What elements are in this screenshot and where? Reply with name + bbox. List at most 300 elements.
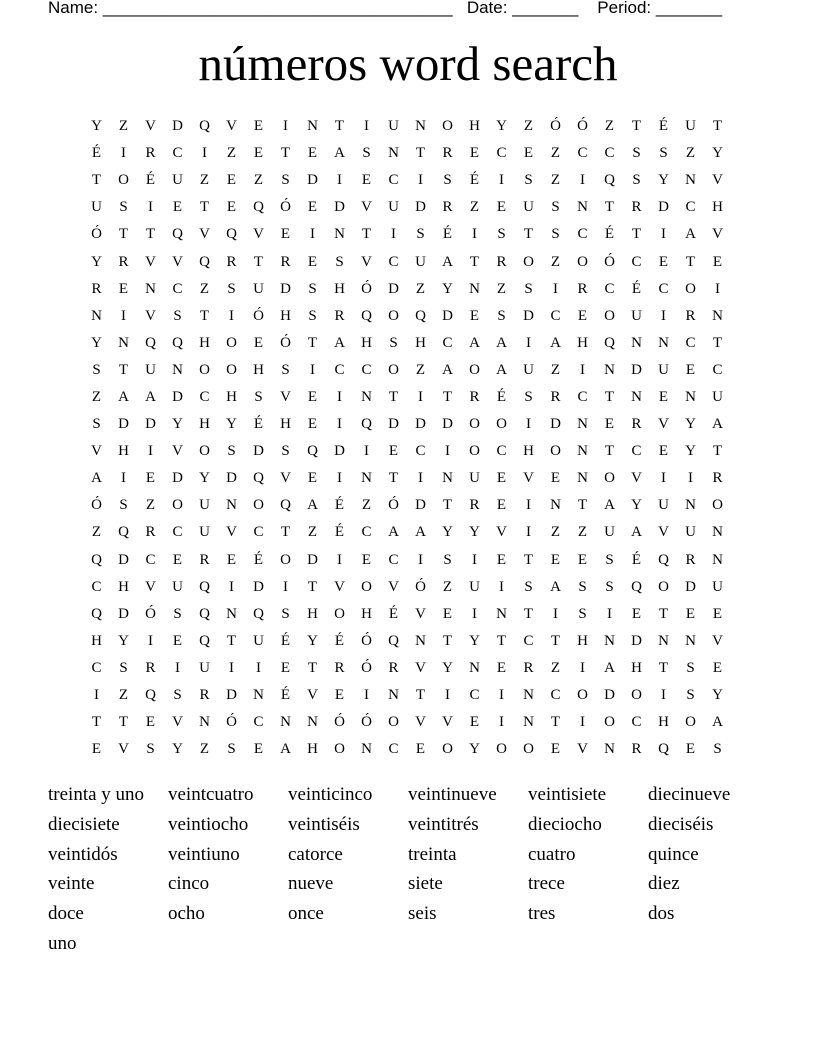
grid-row bbox=[83, 574, 731, 601]
grid-letter: H bbox=[631, 659, 642, 676]
grid-letter: T bbox=[577, 497, 588, 514]
grid-letter: I bbox=[526, 524, 531, 541]
grid-letter: E bbox=[226, 551, 237, 568]
grid-row bbox=[83, 682, 731, 709]
word-list-item: trece bbox=[528, 873, 565, 895]
grid-letter: O bbox=[604, 470, 615, 487]
grid-letter: S bbox=[416, 226, 425, 243]
grid-letter: N bbox=[604, 741, 615, 758]
grid-letter: T bbox=[550, 714, 561, 731]
grid-letter: S bbox=[362, 145, 371, 162]
grid-letter: E bbox=[496, 470, 507, 487]
grid-letter: C bbox=[469, 687, 480, 704]
grid-letter: N bbox=[604, 632, 615, 649]
grid-letter: V bbox=[172, 443, 183, 460]
grid-letter: I bbox=[310, 361, 315, 378]
grid-letter: Y bbox=[712, 687, 723, 704]
grid-letter: T bbox=[253, 253, 264, 270]
grid-letter: D bbox=[307, 551, 318, 568]
word-list-item: veinte bbox=[48, 873, 95, 895]
grid-letter: É bbox=[334, 632, 345, 649]
grid-letter: C bbox=[442, 334, 453, 351]
grid-letter: S bbox=[686, 687, 695, 704]
grid-letter: V bbox=[523, 470, 534, 487]
grid-letter: O bbox=[523, 253, 534, 270]
grid-letter: Z bbox=[469, 199, 480, 216]
grid-letter: Ó bbox=[604, 253, 615, 270]
grid-letter: S bbox=[281, 605, 290, 622]
grid-letter: S bbox=[632, 172, 641, 189]
grid-letter: R bbox=[199, 687, 210, 704]
grid-letter: E bbox=[307, 470, 318, 487]
grid-letter: I bbox=[661, 470, 666, 487]
grid-letter: H bbox=[577, 632, 588, 649]
name-blank: _____________________________________ bbox=[102, 0, 453, 17]
grid-letter: S bbox=[173, 307, 182, 324]
grid-letter: Q bbox=[604, 334, 615, 351]
grid-letter: N bbox=[550, 497, 561, 514]
grid-letter: D bbox=[172, 470, 183, 487]
grid-letter: T bbox=[442, 497, 453, 514]
grid-letter: Z bbox=[361, 497, 372, 514]
grid-letter: H bbox=[334, 280, 345, 297]
grid-letter: A bbox=[550, 578, 561, 595]
grid-letter: S bbox=[551, 226, 560, 243]
grid-letter: E bbox=[496, 199, 507, 216]
grid-letter: Ó bbox=[280, 199, 291, 216]
grid-letter: V bbox=[712, 172, 723, 189]
grid-letter: Q bbox=[172, 334, 183, 351]
grid-letter: C bbox=[388, 551, 399, 568]
grid-letter: H bbox=[91, 632, 102, 649]
grid-letter: D bbox=[226, 470, 237, 487]
grid-letter: I bbox=[580, 361, 585, 378]
grid-row bbox=[83, 465, 731, 492]
grid-row bbox=[83, 519, 731, 546]
grid-letter: Y bbox=[469, 632, 480, 649]
grid-letter: E bbox=[253, 118, 264, 135]
grid-letter: É bbox=[280, 632, 291, 649]
grid-letter: E bbox=[577, 307, 588, 324]
grid-letter: Q bbox=[388, 632, 399, 649]
grid-letter: A bbox=[280, 741, 291, 758]
grid-letter: É bbox=[604, 226, 615, 243]
grid-row bbox=[83, 330, 731, 357]
grid-letter: N bbox=[226, 497, 237, 514]
word-list-item: catorce bbox=[288, 843, 343, 865]
grid-letter: Q bbox=[280, 497, 291, 514]
grid-letter: Q bbox=[361, 416, 372, 433]
grid-letter: N bbox=[118, 334, 129, 351]
grid-letter: I bbox=[148, 443, 153, 460]
grid-letter: V bbox=[361, 253, 372, 270]
grid-letter: N bbox=[604, 361, 615, 378]
grid-row bbox=[83, 357, 731, 384]
grid-letter: E bbox=[172, 199, 183, 216]
grid-letter: T bbox=[604, 199, 615, 216]
grid-letter: C bbox=[388, 741, 399, 758]
grid-letter: I bbox=[445, 687, 450, 704]
grid-letter: I bbox=[688, 470, 693, 487]
grid-letter: T bbox=[604, 443, 615, 460]
grid-letter: R bbox=[118, 253, 129, 270]
grid-letter: O bbox=[388, 714, 399, 731]
grid-letter: E bbox=[712, 253, 723, 270]
grid-letter: Z bbox=[91, 524, 102, 541]
grid-letter: E bbox=[712, 605, 723, 622]
grid-letter: S bbox=[227, 741, 236, 758]
grid-letter: T bbox=[712, 443, 723, 460]
grid-letter: D bbox=[388, 280, 399, 297]
grid-letter: I bbox=[526, 334, 531, 351]
grid-letter: S bbox=[119, 659, 128, 676]
grid-letter: H bbox=[469, 118, 480, 135]
grid-letter: N bbox=[361, 388, 372, 405]
grid-letter: R bbox=[469, 388, 480, 405]
grid-letter: I bbox=[148, 632, 153, 649]
grid-letter: D bbox=[685, 578, 696, 595]
grid-letter: C bbox=[577, 226, 588, 243]
grid-letter: V bbox=[118, 741, 129, 758]
grid-letter: Z bbox=[199, 172, 210, 189]
grid-letter: T bbox=[280, 524, 291, 541]
grid-letter: V bbox=[307, 687, 318, 704]
grid-letter: Y bbox=[658, 172, 669, 189]
grid-letter: O bbox=[496, 741, 507, 758]
grid-letter: I bbox=[499, 172, 504, 189]
grid-letter: E bbox=[469, 307, 480, 324]
grid-row bbox=[83, 113, 731, 140]
grid-letter: D bbox=[415, 199, 426, 216]
grid-letter: Ó bbox=[253, 307, 264, 324]
grid-letter: N bbox=[307, 118, 318, 135]
grid-letter: S bbox=[335, 253, 344, 270]
grid-letter: D bbox=[415, 497, 426, 514]
grid-letter: S bbox=[281, 361, 290, 378]
grid-letter: Q bbox=[199, 253, 210, 270]
grid-letter: N bbox=[280, 714, 291, 731]
grid-letter: U bbox=[172, 578, 183, 595]
grid-letter: A bbox=[469, 334, 480, 351]
grid-letter: N bbox=[145, 280, 156, 297]
grid-letter: C bbox=[550, 687, 561, 704]
word-list-item: veintisiete bbox=[528, 784, 607, 805]
grid-letter: U bbox=[388, 199, 399, 216]
grid-letter: N bbox=[361, 470, 372, 487]
grid-letter: E bbox=[550, 470, 561, 487]
grid-letter: H bbox=[280, 307, 291, 324]
grid-letter: Q bbox=[631, 578, 642, 595]
grid-letter: É bbox=[334, 497, 345, 514]
grid-letter: C bbox=[577, 145, 588, 162]
grid-letter: N bbox=[685, 497, 696, 514]
grid-letter: V bbox=[658, 416, 669, 433]
grid-letter: N bbox=[334, 226, 345, 243]
grid-letter: Q bbox=[199, 632, 210, 649]
grid-letter: U bbox=[253, 280, 264, 297]
grid-letter: E bbox=[145, 470, 156, 487]
grid-letter: V bbox=[415, 659, 426, 676]
grid-letter: S bbox=[632, 145, 641, 162]
grid-letter: T bbox=[658, 659, 669, 676]
grid-letter: E bbox=[496, 551, 507, 568]
grid-letter: Q bbox=[91, 551, 102, 568]
grid-letter: Z bbox=[577, 524, 588, 541]
grid-letter: A bbox=[550, 334, 561, 351]
grid-letter: É bbox=[253, 551, 264, 568]
grid-letter: I bbox=[472, 226, 477, 243]
grid-letter: Z bbox=[118, 687, 129, 704]
grid-letter: E bbox=[145, 714, 156, 731]
grid-letter: Ó bbox=[361, 632, 372, 649]
grid-letter: T bbox=[118, 714, 129, 731]
grid-row bbox=[83, 628, 731, 655]
grid-letter: T bbox=[415, 687, 426, 704]
grid-letter: Z bbox=[496, 280, 507, 297]
grid-letter: C bbox=[631, 714, 642, 731]
word-list-item: doce bbox=[48, 903, 84, 925]
grid-letter: I bbox=[364, 118, 369, 135]
grid-letter: R bbox=[145, 145, 156, 162]
word-list-item: once bbox=[288, 903, 324, 925]
grid-letter: Q bbox=[253, 199, 264, 216]
grid-letter: Y bbox=[172, 741, 183, 758]
grid-letter: E bbox=[280, 659, 291, 676]
grid-letter: D bbox=[550, 416, 561, 433]
grid-letter: U bbox=[91, 199, 102, 216]
grid-letter: H bbox=[199, 416, 210, 433]
grid-letter: S bbox=[659, 145, 668, 162]
grid-letter: R bbox=[199, 551, 210, 568]
grid-letter: H bbox=[226, 388, 237, 405]
grid-letter: C bbox=[334, 361, 345, 378]
grid-letter: Ó bbox=[550, 118, 561, 135]
grid-letter: E bbox=[361, 551, 372, 568]
word-list-item: cuatro bbox=[528, 843, 576, 865]
grid-letter: S bbox=[92, 361, 101, 378]
grid-letter: C bbox=[631, 253, 642, 270]
word-list-item: veintitrés bbox=[408, 813, 479, 835]
grid-letter: É bbox=[658, 118, 669, 135]
grid-letter: U bbox=[685, 118, 696, 135]
grid-letter: H bbox=[361, 605, 372, 622]
grid-letter: O bbox=[469, 443, 480, 460]
grid-letter: N bbox=[496, 605, 507, 622]
grid-letter: V bbox=[91, 443, 102, 460]
grid-letter: I bbox=[148, 199, 153, 216]
grid-letter: S bbox=[686, 659, 695, 676]
grid-letter: V bbox=[280, 388, 291, 405]
grid-letter: A bbox=[388, 524, 399, 541]
grid-letter: Y bbox=[712, 145, 723, 162]
grid-letter: I bbox=[256, 659, 261, 676]
grid-letter: H bbox=[307, 605, 318, 622]
grid-letter: D bbox=[118, 416, 129, 433]
word-list-item: veintcuatro bbox=[168, 784, 254, 805]
grid-row bbox=[83, 276, 731, 303]
grid-letter: I bbox=[229, 578, 234, 595]
grid-letter: U bbox=[658, 361, 669, 378]
grid-letter: S bbox=[146, 741, 155, 758]
grid-letter: R bbox=[712, 470, 723, 487]
grid-letter: S bbox=[497, 226, 506, 243]
grid-letter: V bbox=[712, 226, 723, 243]
word-list-item: veintiséis bbox=[288, 813, 360, 835]
grid-letter: R bbox=[334, 659, 345, 676]
grid-letter: O bbox=[469, 361, 480, 378]
word-list-item: siete bbox=[408, 873, 443, 895]
grid-letter: S bbox=[254, 388, 263, 405]
grid-letter: R bbox=[226, 253, 237, 270]
grid-letter: O bbox=[631, 687, 642, 704]
grid-letter: U bbox=[685, 524, 696, 541]
grid-letter: H bbox=[118, 443, 129, 460]
grid-letter: T bbox=[415, 145, 426, 162]
grid-letter: Ó bbox=[361, 280, 372, 297]
grid-letter: É bbox=[631, 280, 642, 297]
grid-letter: R bbox=[91, 280, 102, 297]
grid-letter: Y bbox=[91, 253, 102, 270]
grid-letter: I bbox=[499, 578, 504, 595]
grid-letter: U bbox=[145, 361, 156, 378]
grid-letter: N bbox=[712, 524, 723, 541]
grid-letter: N bbox=[199, 714, 210, 731]
grid-letter: É bbox=[145, 172, 156, 189]
grid-letter: T bbox=[388, 388, 399, 405]
grid-letter: O bbox=[280, 551, 291, 568]
grid-letter: I bbox=[418, 470, 423, 487]
grid-letter: Q bbox=[604, 172, 615, 189]
grid-letter: D bbox=[631, 632, 642, 649]
grid-letter: Q bbox=[415, 307, 426, 324]
grid-letter: E bbox=[685, 361, 696, 378]
grid-letter: R bbox=[442, 199, 453, 216]
grid-letter: V bbox=[631, 470, 642, 487]
grid-letter: A bbox=[712, 416, 723, 433]
grid-letter: A bbox=[334, 145, 345, 162]
grid-letter: T bbox=[442, 632, 453, 649]
grid-letter: S bbox=[605, 578, 614, 595]
grid-letter: H bbox=[712, 199, 723, 216]
grid-letter: N bbox=[577, 416, 588, 433]
grid-letter: U bbox=[658, 497, 669, 514]
grid-letter: A bbox=[631, 524, 642, 541]
grid-letter: T bbox=[361, 226, 372, 243]
word-list-item: veintinueve bbox=[408, 784, 497, 805]
grid-letter: I bbox=[580, 659, 585, 676]
grid-letter: D bbox=[253, 443, 264, 460]
grid-letter: E bbox=[253, 741, 264, 758]
student-info-header bbox=[48, 0, 722, 19]
grid-letter: E bbox=[307, 145, 318, 162]
grid-letter: T bbox=[523, 551, 534, 568]
grid-letter: Y bbox=[442, 524, 453, 541]
grid-row bbox=[83, 601, 731, 628]
grid-letter: V bbox=[442, 714, 453, 731]
grid-letter: C bbox=[496, 443, 507, 460]
grid-letter: T bbox=[712, 334, 723, 351]
grid-letter: Y bbox=[226, 416, 237, 433]
grid-letter: C bbox=[172, 280, 183, 297]
grid-letter: Z bbox=[226, 145, 237, 162]
grid-letter: U bbox=[253, 632, 264, 649]
grid-letter: V bbox=[226, 118, 237, 135]
grid-letter: V bbox=[496, 524, 507, 541]
grid-letter: É bbox=[442, 226, 453, 243]
grid-letter: R bbox=[577, 280, 588, 297]
grid-letter: I bbox=[526, 416, 531, 433]
grid-letter: E bbox=[253, 334, 264, 351]
grid-letter: Y bbox=[469, 741, 480, 758]
grid-letter: N bbox=[361, 741, 372, 758]
grid-letter: N bbox=[712, 307, 723, 324]
grid-letter: I bbox=[337, 388, 342, 405]
word-list-item: dieciocho bbox=[528, 813, 602, 835]
grid-letter: N bbox=[388, 687, 399, 704]
grid-letter: E bbox=[307, 388, 318, 405]
grid-letter: Q bbox=[145, 334, 156, 351]
grid-letter: R bbox=[631, 416, 642, 433]
grid-letter: Y bbox=[496, 118, 507, 135]
grid-letter: N bbox=[577, 199, 588, 216]
grid-letter: Q bbox=[145, 687, 156, 704]
grid-letter: T bbox=[118, 226, 129, 243]
grid-row bbox=[83, 736, 731, 763]
grid-row bbox=[83, 194, 731, 221]
grid-letter: Z bbox=[550, 659, 561, 676]
grid-letter: D bbox=[280, 280, 291, 297]
grid-letter: I bbox=[607, 605, 612, 622]
grid-letter: Y bbox=[118, 632, 129, 649]
grid-letter: N bbox=[577, 443, 588, 460]
grid-letter: D bbox=[442, 416, 453, 433]
grid-letter: T bbox=[199, 199, 210, 216]
grid-letter: T bbox=[712, 118, 723, 135]
grid-letter: V bbox=[226, 524, 237, 541]
grid-letter: Z bbox=[442, 578, 453, 595]
grid-letter: I bbox=[364, 687, 369, 704]
grid-letter: A bbox=[604, 497, 615, 514]
grid-letter: A bbox=[685, 226, 696, 243]
grid-letter: O bbox=[712, 497, 723, 514]
grid-letter: Z bbox=[199, 280, 210, 297]
grid-letter: S bbox=[713, 741, 722, 758]
grid-letter: O bbox=[496, 416, 507, 433]
grid-letter: S bbox=[173, 687, 182, 704]
grid-letter: V bbox=[172, 714, 183, 731]
grid-letter: Y bbox=[307, 632, 318, 649]
grid-letter: O bbox=[172, 497, 183, 514]
grid-letter: O bbox=[334, 605, 345, 622]
grid-letter: I bbox=[283, 118, 288, 135]
grid-letter: V bbox=[577, 741, 588, 758]
grid-letter: O bbox=[685, 714, 696, 731]
grid-letter: É bbox=[334, 524, 345, 541]
grid-letter: É bbox=[631, 551, 642, 568]
grid-letter: I bbox=[661, 687, 666, 704]
grid-letter: T bbox=[523, 605, 534, 622]
grid-letter: I bbox=[337, 470, 342, 487]
grid-letter: Z bbox=[91, 388, 102, 405]
grid-letter: C bbox=[91, 659, 102, 676]
grid-letter: V bbox=[253, 226, 264, 243]
grid-letter: N bbox=[388, 145, 399, 162]
period-label: Period: bbox=[597, 0, 652, 17]
word-list-item: veintiuno bbox=[168, 843, 240, 865]
grid-letter: E bbox=[658, 443, 669, 460]
word-list-item: dieciséis bbox=[648, 813, 714, 835]
grid-letter: S bbox=[389, 334, 398, 351]
